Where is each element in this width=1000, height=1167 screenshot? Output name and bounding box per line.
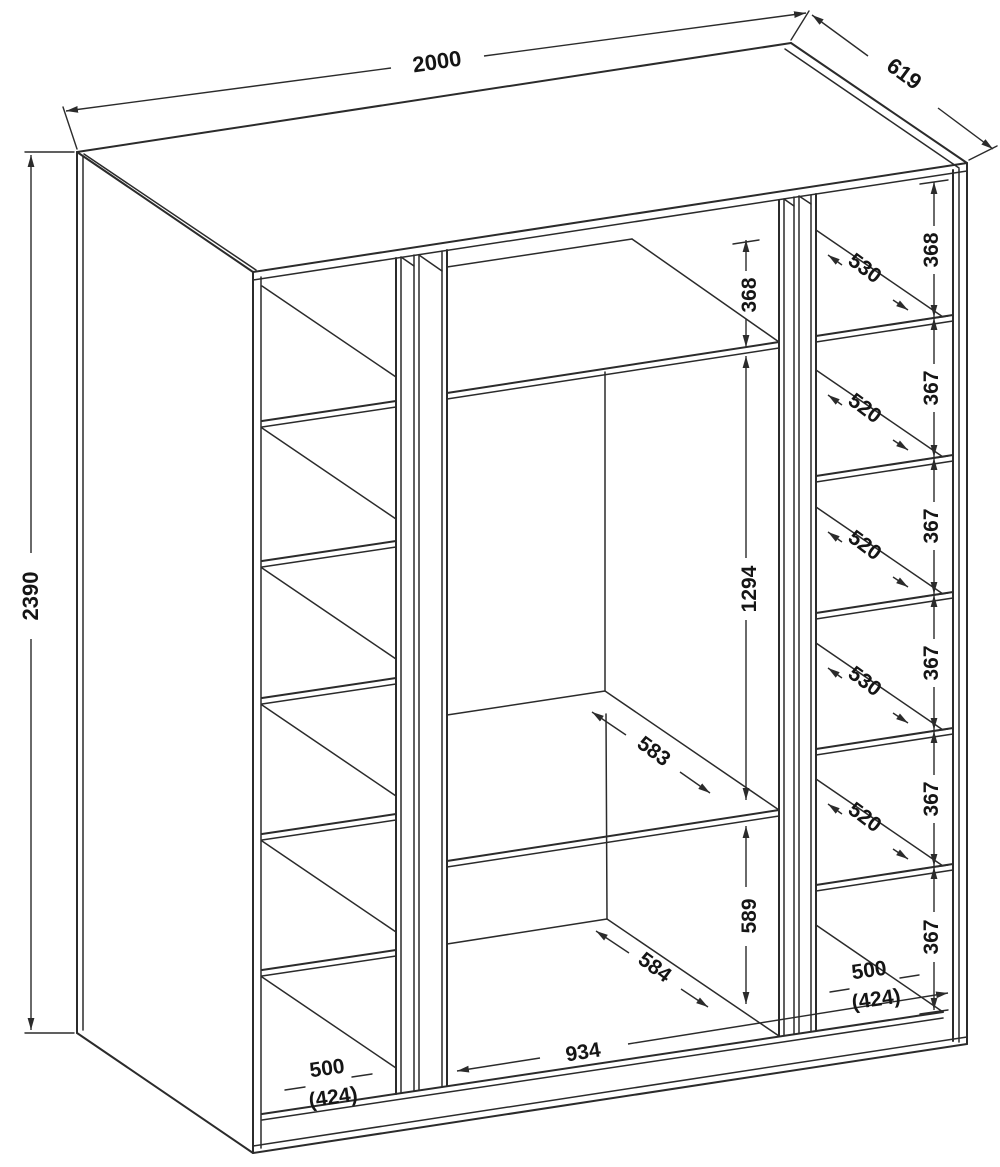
right-gap-label-5: 367 [920, 781, 943, 817]
middle-floor-depth-dimension [596, 931, 708, 1007]
middle-hanging-height-label: 1294 [738, 565, 761, 613]
overall-height-label: 2390 [18, 571, 43, 621]
left-column-shelves [262, 286, 396, 1068]
right-gap-label-3: 367 [920, 508, 943, 544]
right-column-shelves [816, 230, 953, 1012]
middle-column-structure [447, 239, 779, 1036]
right-gap-label-4: 367 [920, 645, 943, 681]
right-gap-label-6: 367 [920, 919, 943, 955]
right-column-bottom-width-dimension [830, 957, 919, 1015]
right-shelf-depth-label-5: 520 [843, 797, 886, 838]
middle-top-gap-label: 368 [738, 277, 761, 313]
middle-top-gap-dimension [733, 240, 761, 347]
middle-floor-depth-label: 584 [633, 947, 676, 988]
overall-depth-label: 619 [882, 52, 927, 95]
left-divider-panels [396, 250, 447, 1094]
right-column-shelf-depth-dimensions [828, 249, 908, 859]
right-gap-label-1: 368 [920, 232, 943, 268]
right-gap-label-2: 367 [920, 370, 943, 406]
right-divider-panels [779, 194, 816, 1036]
carcass-outline [77, 43, 967, 1153]
left-bottom-width-alt-label: (424) [307, 1082, 359, 1113]
overall-width-dimension [63, 11, 809, 149]
middle-shelf-depth-label: 583 [632, 731, 675, 772]
right-shelf-depth-label-4: 530 [843, 661, 886, 702]
overall-depth-dimension [812, 15, 997, 160]
overall-height-dimension [18, 152, 74, 1033]
right-shelf-depth-label-1: 530 [843, 248, 886, 289]
right-shelf-depth-label-2: 520 [843, 388, 886, 429]
middle-bottom-gap-label: 589 [738, 898, 761, 934]
right-shelf-depth-label-3: 520 [843, 525, 886, 566]
right-column-gap-height-dimensions [920, 180, 948, 1014]
left-bottom-width-label: 500 [308, 1054, 347, 1083]
middle-hanging-height-dimension [738, 356, 761, 800]
middle-interior-width-label: 934 [564, 1038, 603, 1067]
middle-shelf-depth-dimension [592, 712, 710, 793]
right-bottom-width-alt-label: (424) [850, 984, 902, 1015]
overall-width-label: 2000 [410, 45, 463, 78]
middle-bottom-gap-dimension [738, 826, 761, 1004]
right-bottom-width-label: 500 [850, 956, 889, 985]
left-column-bottom-width-dimension [285, 1055, 372, 1113]
